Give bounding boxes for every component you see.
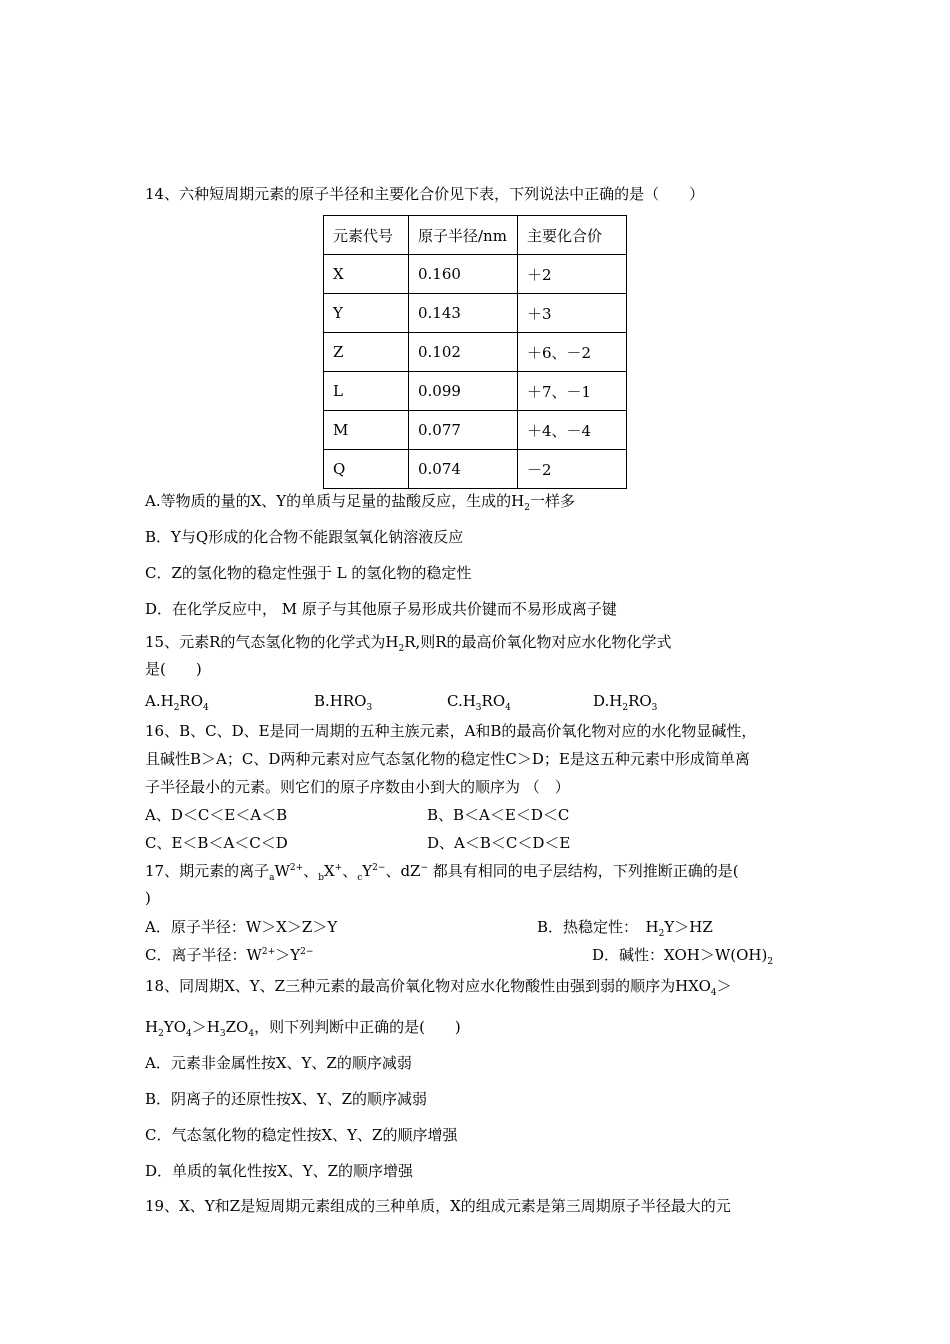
text: D．碱性：XOH＞W(OH) [592, 946, 768, 964]
table-header-cell: 主要化合价 [518, 216, 627, 255]
table-row [324, 255, 627, 294]
q16-option-c: C、E＜B＜A＜C＜D [145, 834, 288, 852]
superscript: + [334, 863, 343, 873]
text: ＞ [716, 977, 732, 995]
q16-line-3: 子半径最小的元素。则它们的原子序数由小到大的顺序为 （ ） [145, 778, 570, 796]
table-cell: M [324, 411, 409, 450]
table-cell: X [324, 255, 409, 294]
text: A.H [145, 692, 174, 710]
q19-stem: 19、X、Y和Z是短周期元素组成的三种单质，X的组成元素是第三周期原子半径最大的元 [145, 1197, 731, 1215]
text: A.等物质的量的X、Y的单质与足量的盐酸反应，生成的H [145, 492, 525, 510]
text: X [323, 862, 335, 880]
q15-option-a [145, 691, 209, 711]
subscript: 2 [622, 703, 629, 713]
superscript: 2− [300, 947, 314, 957]
table-cell: ＋6、－2 [518, 333, 627, 372]
q17-stem-cont: ) [145, 889, 151, 907]
subscript: 4 [710, 988, 717, 998]
text: ＞H [191, 1018, 220, 1036]
q14-option-d: D．在化学反应中， M 原子与其他原子易形成共价键而不易形成离子键 [145, 600, 617, 618]
subscript: b [318, 873, 324, 883]
subscript: 4 [203, 703, 209, 713]
q15-option-b [314, 691, 372, 711]
text: ，则下列判断中正确的是( ) [254, 1018, 461, 1036]
element-table [323, 215, 627, 489]
text: B．热稳定性： H [537, 918, 659, 936]
q16-line-1: 16、B、C、D、E是同一周期的五种主族元素，A和B的最高价氧化物对应的水化物显碱性， [145, 722, 757, 740]
table-cell: 0.160 [409, 255, 518, 294]
q14-option-c: C．Z的氢化物的稳定性强于 L 的氢化物的稳定性 [145, 564, 472, 582]
subscript: 4 [248, 1029, 255, 1039]
text: Y [362, 862, 373, 880]
q15-stem-cont: 是( ) [145, 660, 202, 678]
subscript: 2 [658, 929, 665, 939]
text: RO [628, 692, 652, 710]
table-cell: ＋4、－4 [518, 411, 627, 450]
text: C．离子半径：W [145, 946, 262, 964]
text: W [274, 862, 290, 880]
text: R,则R的最高价氧化物对应水化物化学式 [404, 633, 672, 651]
q16-option-b: B、B＜A＜E＜D＜C [427, 806, 570, 824]
text: Y＞HZ [664, 918, 713, 936]
q16-line-2: 且碱性B＞A；C、D两种元素对应气态氢化物的稳定性C＞D；E是这五种元素中形成简单离 [145, 750, 750, 768]
text: 、 [342, 862, 358, 880]
q18-stem [145, 976, 732, 996]
table-cell: 0.102 [409, 333, 518, 372]
table-row [324, 450, 627, 489]
subscript: 4 [186, 1029, 192, 1039]
table-cell: －2 [518, 450, 627, 489]
table-cell: 0.099 [409, 372, 518, 411]
table-cell: L [324, 372, 409, 411]
table-row [324, 372, 627, 411]
table-header-row [324, 216, 627, 255]
text: RO [481, 692, 506, 710]
subscript: 3 [219, 1029, 226, 1039]
q18-option-c: C．气态氢化物的稳定性按X、Y、Z的顺序增强 [145, 1126, 458, 1144]
q17-option-b [537, 917, 713, 937]
text: YO [163, 1018, 187, 1036]
table-cell: 0.074 [409, 450, 518, 489]
text: ZO [225, 1018, 249, 1036]
text: H [145, 1018, 159, 1036]
superscript: 2+ [289, 863, 304, 873]
subscript: 3 [651, 703, 658, 713]
table-cell: ＋2 [518, 255, 627, 294]
q17-option-a: A．原子半径：W＞X＞Z＞Y [145, 918, 338, 936]
q14-option-b: B．Y与Q形成的化合物不能跟氢氧化钠溶液反应 [145, 528, 464, 546]
table-cell: ＋3 [518, 294, 627, 333]
table-row [324, 333, 627, 372]
q17-option-d [592, 945, 773, 965]
q15-stem [145, 632, 672, 652]
q16-option-a: A、D＜C＜E＜A＜B [145, 806, 288, 824]
table-row [324, 411, 627, 450]
q15-option-d [593, 691, 657, 711]
q15-option-c [447, 691, 511, 711]
superscript: − [420, 863, 429, 873]
subscript: 3 [475, 703, 482, 713]
text: ＞Y [275, 946, 301, 964]
q14-stem: 14、六种短周期元素的原子半径和主要化合价见下表，下列说法中正确的是（ ） [145, 185, 705, 203]
subscript: c [357, 873, 363, 883]
table-header-cell: 原子半径/nm [409, 216, 518, 255]
subscript: 2 [158, 1029, 164, 1039]
table-header-cell: 元素代号 [324, 216, 409, 255]
table-cell: Y [324, 294, 409, 333]
subscript: a [269, 873, 275, 883]
table-cell: 0.077 [409, 411, 518, 450]
text: 、dZ [385, 862, 421, 880]
subscript: 2 [173, 703, 180, 713]
subscript: 3 [366, 703, 373, 713]
text: B.HRO [314, 692, 367, 710]
q18-option-b: B．阴离子的还原性按X、Y、Z的顺序减弱 [145, 1090, 428, 1108]
text: 一样多 [530, 492, 576, 510]
superscript: 2+ [261, 947, 276, 957]
subscript: 2 [767, 957, 774, 967]
text: C.H [447, 692, 476, 710]
text: 15、元素R的气态氢化物的化学式为H [145, 633, 399, 651]
q17-stem [145, 861, 739, 881]
q16-option-d: D、A＜B＜C＜D＜E [427, 834, 571, 852]
q14-option-a [145, 491, 575, 511]
q17-option-c [145, 945, 313, 965]
table-cell: 0.143 [409, 294, 518, 333]
text: 17、期元素的离子 [145, 862, 270, 880]
subscript: 4 [505, 703, 511, 713]
superscript: 2− [372, 863, 386, 873]
subscript: 2 [398, 644, 405, 654]
text: 都具有相同的电子层结构，下列推断正确的是( [428, 862, 739, 880]
q18-option-d: D．单质的氧化性按X、Y、Z的顺序增强 [145, 1162, 414, 1180]
text: D.H [593, 692, 623, 710]
table-cell: ＋7、－1 [518, 372, 627, 411]
q18-option-a: A．元素非金属性按X、Y、Z的顺序减弱 [145, 1054, 412, 1072]
table-cell: Z [324, 333, 409, 372]
text: RO [179, 692, 204, 710]
text: 、 [303, 862, 319, 880]
table-row [324, 294, 627, 333]
q18-stem-cont [145, 1017, 461, 1037]
text: 18、同周期X、Y、Z三种元素的最高价氧化物对应水化物酸性由强到弱的顺序为HXO [145, 977, 711, 995]
table-cell: Q [324, 450, 409, 489]
subscript: 2 [524, 503, 530, 513]
